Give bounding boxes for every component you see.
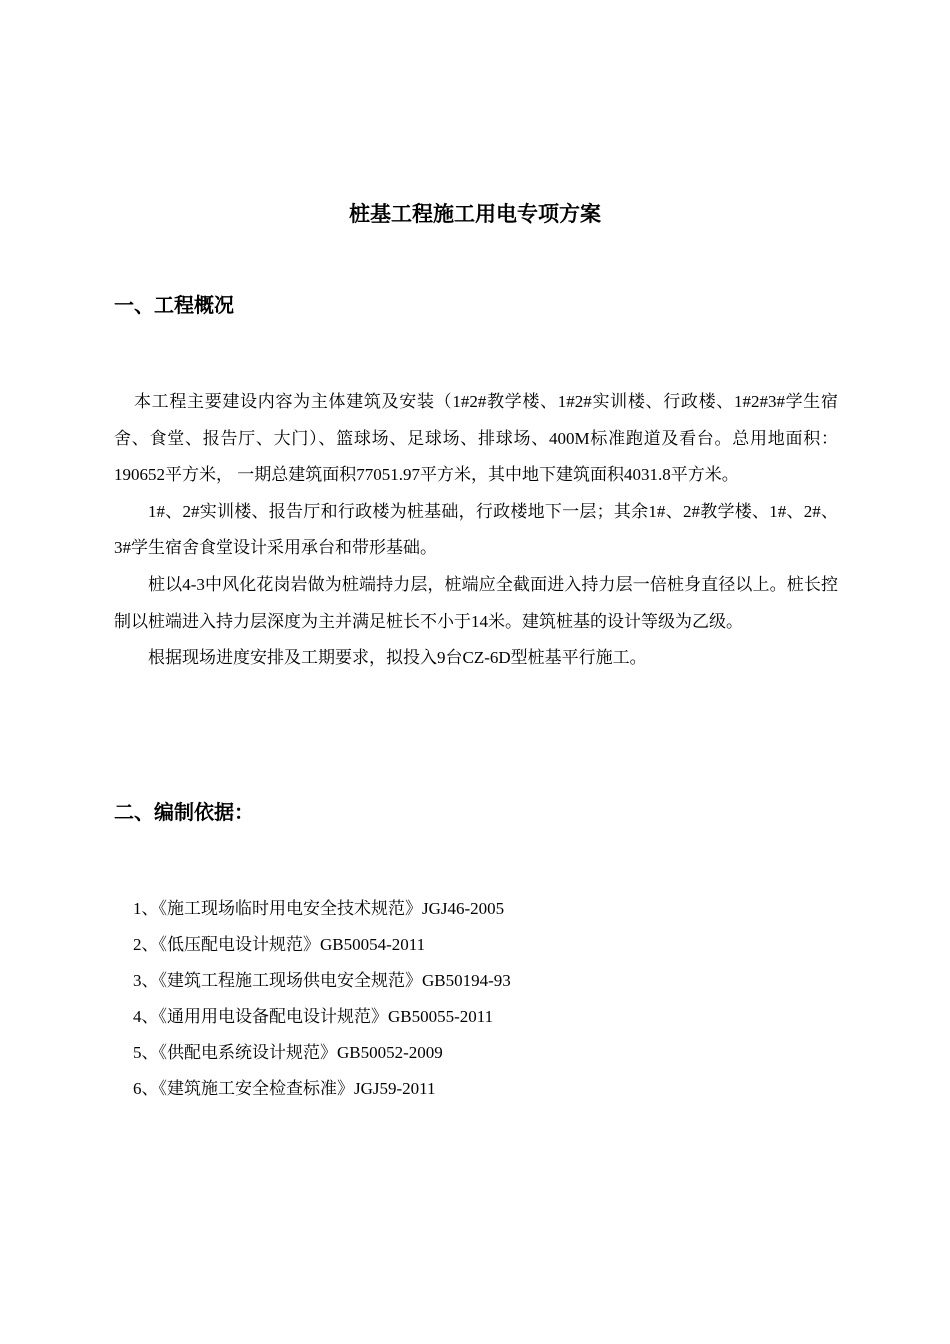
- reference-item: 4、《通用用电设备配电设计规范》GB50055-2011: [133, 1007, 494, 1026]
- section-heading-overview: 一、工程概况: [114, 293, 234, 317]
- overview-body: [114, 384, 838, 677]
- document-title: 桩基工程施工用电专项方案: [349, 202, 601, 226]
- reference-item: 3、《建筑工程施工现场供电安全规范》GB50194-93: [133, 971, 511, 990]
- overview-paragraph: 桩以4-3中风化花岗岩做为桩端持力层，桩端应全截面进入持力层一倍桩身直径以上。桩长控制以桩端进入持力层深度为主并满足桩长不小于14米。建筑桩基的设计等级为乙级。: [114, 574, 838, 631]
- overview-paragraph: 本工程主要建设内容为主体建筑及安装（1#2#教学楼、1#2#实训楼、行政楼、1#2#3#学生宿舍、食堂、报告厅、大门）、篮球场、足球场、排球场、400M标准跑道及看台。总用地面积：190652平方米， 一期总建筑面积77051.97平方米，其中地下建筑面积4031.8平方米。: [114, 392, 838, 485]
- reference-item: 5、《供配电系统设计规范》GB50052-2009: [133, 1043, 443, 1062]
- reference-item: 1、《施工现场临时用电安全技术规范》JGJ46-2005: [133, 899, 505, 918]
- section-heading-basis: 二、编制依据：: [114, 800, 254, 824]
- reference-item: 2、《低压配电设计规范》GB50054-2011: [133, 935, 426, 954]
- overview-paragraph: 1#、2#实训楼、报告厅和行政楼为桩基础，行政楼地下一层；其余1#、2#教学楼、1#、2#、3#学生宿舍食堂设计采用承台和带形基础。: [114, 501, 838, 558]
- reference-list: [133, 891, 511, 1107]
- overview-paragraph: 根据现场进度安排及工期要求，拟投入9台CZ-6D型桩基平行施工。: [148, 648, 647, 668]
- reference-item: 6、《建筑施工安全检查标准》JGJ59-2011: [133, 1079, 436, 1098]
